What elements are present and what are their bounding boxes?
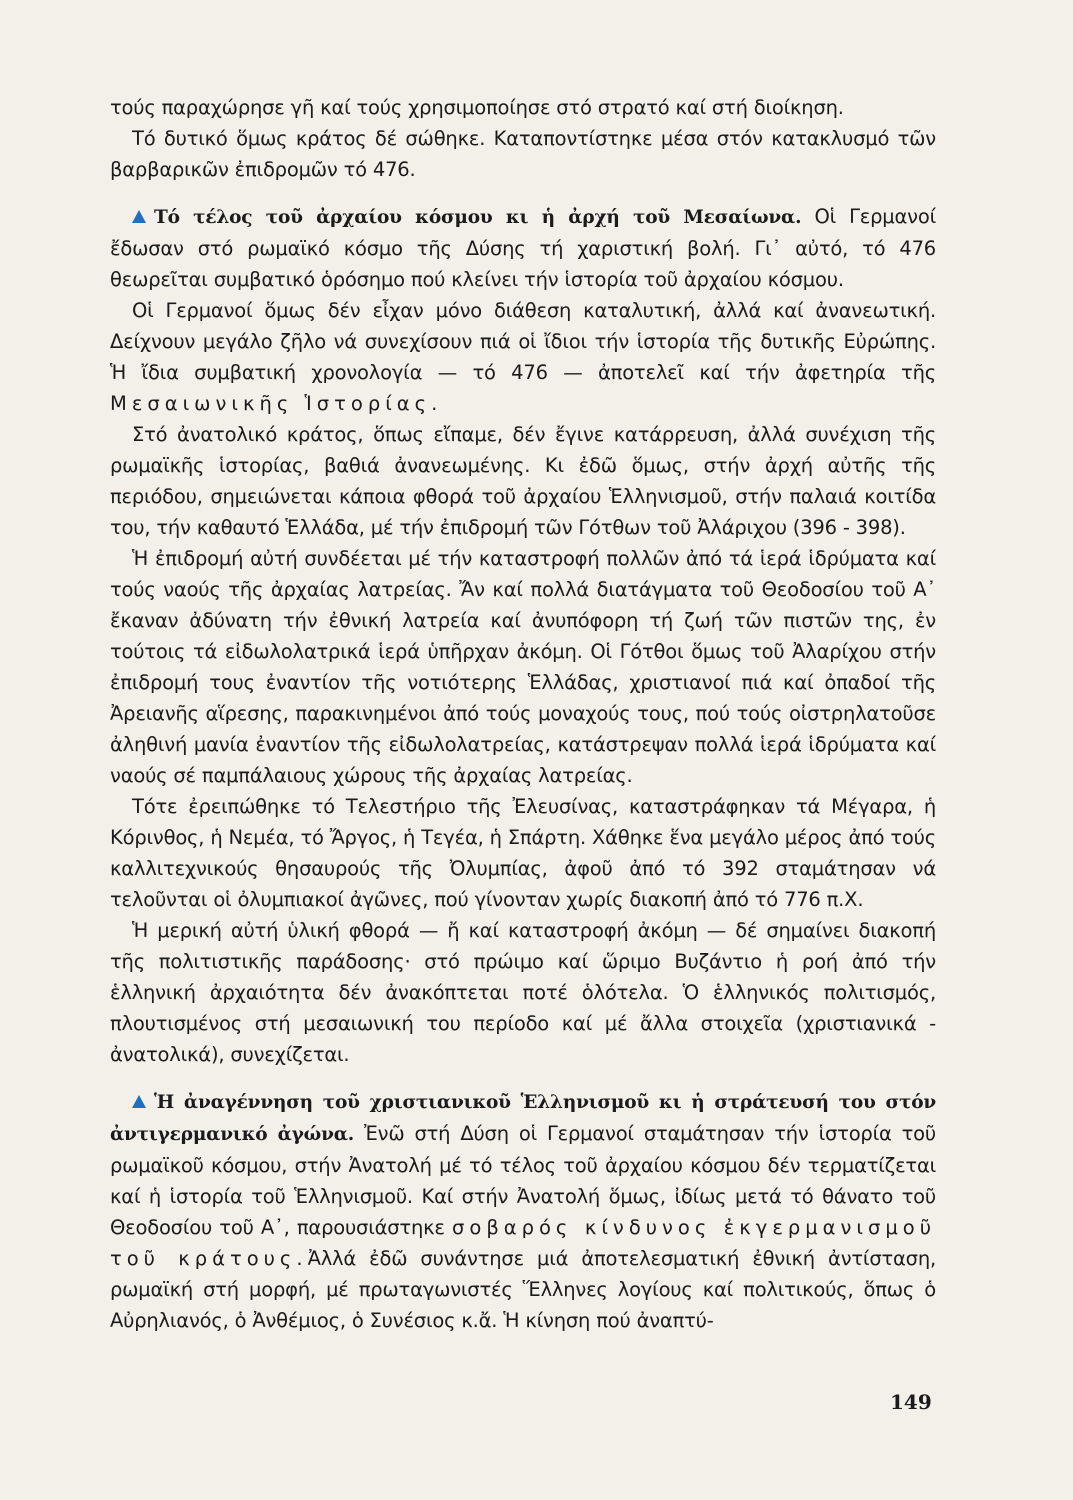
page-number: 149 <box>890 1390 932 1414</box>
section-heading: Τό τέλος τοῦ ἀρχαίου κόσμου κι ἡ ἀρχή τοῦ Μεσαίωνα. <box>154 207 802 228</box>
paragraph: Τό δυτικό ὅμως κράτος δέ σώθηκε. Καταποντίστηκε μέσα στόν κατακλυσμό τῶν βαρβαρικῶν ἐπιδρομῶν τό 476. <box>110 127 936 181</box>
section-paragraph-rebirth-of-hellenism <box>110 1086 936 1336</box>
emphasized-text: σοβαρός κίνδυνος ἐκγερμανισμοῦ τοῦ κράτους. <box>110 1216 936 1270</box>
triangle-marker-icon <box>132 210 146 223</box>
paragraph: Οἱ Γερμανοί ὅμως δέν εἶχαν μόνο διάθεση καταλυτική, ἀλλά καί ἀνανεωτική. Δείχνουν μεγάλο ζῆλο νά συνεχίσουν πιά οἱ ἴδιοι τήν ἱστορία τῆς δυτικῆς Εὐρώπης. Ἡ ἴδια συμβατική χρονολογία — τό 476 — ἀποτελεῖ καί τήν ἀφετηρία τῆς Μεσαιωνικῆς Ἱστορίας. <box>110 299 936 415</box>
section-paragraph-end-of-ancient-world <box>110 201 936 295</box>
paragraph-text: Οἱ Γερμανοί ἔδωσαν στό ρωμαϊκό κόσμο τῆς Δύσης τή χαριστική βολή. Γι᾿ αὐτό, τό 476 θεωρεῖται συμβατικό ὁρόσημο πού κλείνει τήν ἱστορία τοῦ ἀρχαίου κόσμου. <box>110 205 936 291</box>
paragraph: Ἡ μερική αὐτή ὑλική φθορά — ἤ καί καταστροφή ἀκόμη — δέ σημαίνει διακοπή τῆς πολιτιστικῆς παράδοσης· στό πρώιμο καί ὥριμο Βυζάντιο ἡ ροή ἀπό τήν ἑλληνική ἀρχαιότητα δέν ἀνακόπτεται ποτέ ὁλότελα. Ὁ ἑλληνικός πολιτισμός, πλουτισμένος στή μεσαιωνική του περίοδο καί μέ ἄλλα στοιχεῖα (χριστιανικά - ἀνατολικά), συνεχίζεται. <box>110 919 936 1066</box>
body-text <box>110 92 936 1336</box>
paragraph-text: Ἐνῶ στή Δύση οἱ Γερμανοί σταμάτησαν τήν ἱστορία τοῦ ρωμαϊκοῦ κόσμου, στήν Ἀνατολή μέ τό τέλος τοῦ ἀρχαίου κόσμου δέν τερματίζεται καί ἡ ἱστορία τοῦ Ἑλληνισμοῦ. Καί στήν Ἀνατολή ὅμως, ἰδίως μετά τό θάνατο τοῦ Θεοδοσίου τοῦ Α᾿, παρουσιάστηκε <box>110 1122 937 1239</box>
paragraph: Τότε ἐρειπώθηκε τό Τελεστήριο τῆς Ἐλευσίνας, καταστράφηκαν τά Μέγαρα, ἡ Κόρινθος, ἡ Νεμέα, τό Ἄργος, ἡ Τεγέα, ἡ Σπάρτη. Χάθηκε ἕνα μεγάλο μέρος ἀπό τούς καλλιτεχνικούς θησαυρούς τῆς Ὀλυμπίας, ἀφοῦ ἀπό τό 392 σταμάτησαν νά τελοῦνται οἱ ὀλυμπιακοί ἀγῶνες, πού γίνονταν χωρίς διακοπή ἀπό τό 776 π.Χ. <box>110 795 936 911</box>
paragraph-text: Ἀλλά ἐδῶ συνάντησε μιά ἀποτελεσματική ἐθνική ἀντίσταση, ρωμαϊκή στή μορφή, μέ πρωταγωνιστές Ἕλληνες λογίους καί πολιτικούς, ὅπως ὁ Αὐρηλιανός, ὁ Ἀνθέμιος, ὁ Συνέσιος κ.ἄ. Ἡ κίνηση πού ἀναπτύ- <box>110 1247 936 1332</box>
emphasized-text: Μεσαιωνικῆς Ἱστορίας. <box>110 392 443 415</box>
paragraph: Στό ἀνατολικό κράτος, ὅπως εἴπαμε, δέν ἔγινε κατάρρευση, ἀλλά συνέχιση τῆς ρωμαϊκῆς ἱστορίας, βαθιά ἀνανεωμένης. Κι ἐδῶ ὅμως, στήν ἀρχή αὐτῆς τῆς περιόδου, σημειώνεται κάποια φθορά τοῦ ἀρχαίου Ἑλληνισμοῦ, στήν παλαιά κοιτίδα του, τήν καθαυτό Ἑλλάδα, μέ τήν ἐπιδρομή τῶν Γότθων τοῦ Ἀλάριχου (396 - 398). <box>110 423 936 539</box>
paragraph: Ἡ ἐπιδρομή αὐτή συνδέεται μέ τήν καταστροφή πολλῶν ἀπό τά ἱερά ἱδρύματα καί τούς ναούς τῆς ἀρχαίας λατρείας. Ἄν καί πολλά διατάγματα τοῦ Θεοδοσίου τοῦ Α᾿ ἔκαναν ἀδύνατη τήν ἐθνική λατρεία καί ἀνυπόφορη τή ζωή τῶν πιστῶν της, ἐν τούτοις τά εἰδωλολατρικά ἱερά ὑπῆρχαν ἀκόμη. Οἱ Γότθοι ὅμως τοῦ Ἀλαρίχου στήν ἐπιδρομή τους ἐναντίον τῆς νοτιότερης Ἑλλάδας, χριστιανοί πιά καί ὀπαδοί τῆς Ἀρειανῆς αἵρεσης, παρακινημένοι ἀπό τούς μοναχούς τους, πού τούς οἰστρηλατοῦσε ἀληθινή μανία ἐναντίον τῆς εἰδωλολατρείας, κατάστρεψαν πολλά ἱερά ἱδρύματα καί ναούς σέ παμπάλαιους χώρους τῆς ἀρχαίας λατρείας. <box>110 547 936 787</box>
triangle-marker-icon <box>132 1095 146 1108</box>
paragraph-continuation: τούς παραχώρησε γῆ καί τούς χρησιμοποίησε στό στρατό καί στή διοίκηση. <box>110 96 844 119</box>
section-heading: Ἡ ἀναγέννηση τοῦ χριστιανικοῦ Ἑλληνισμοῦ κι ἡ στράτευσή του στόν ἀντιγερμανικό ἀγώνα. <box>110 1092 936 1145</box>
